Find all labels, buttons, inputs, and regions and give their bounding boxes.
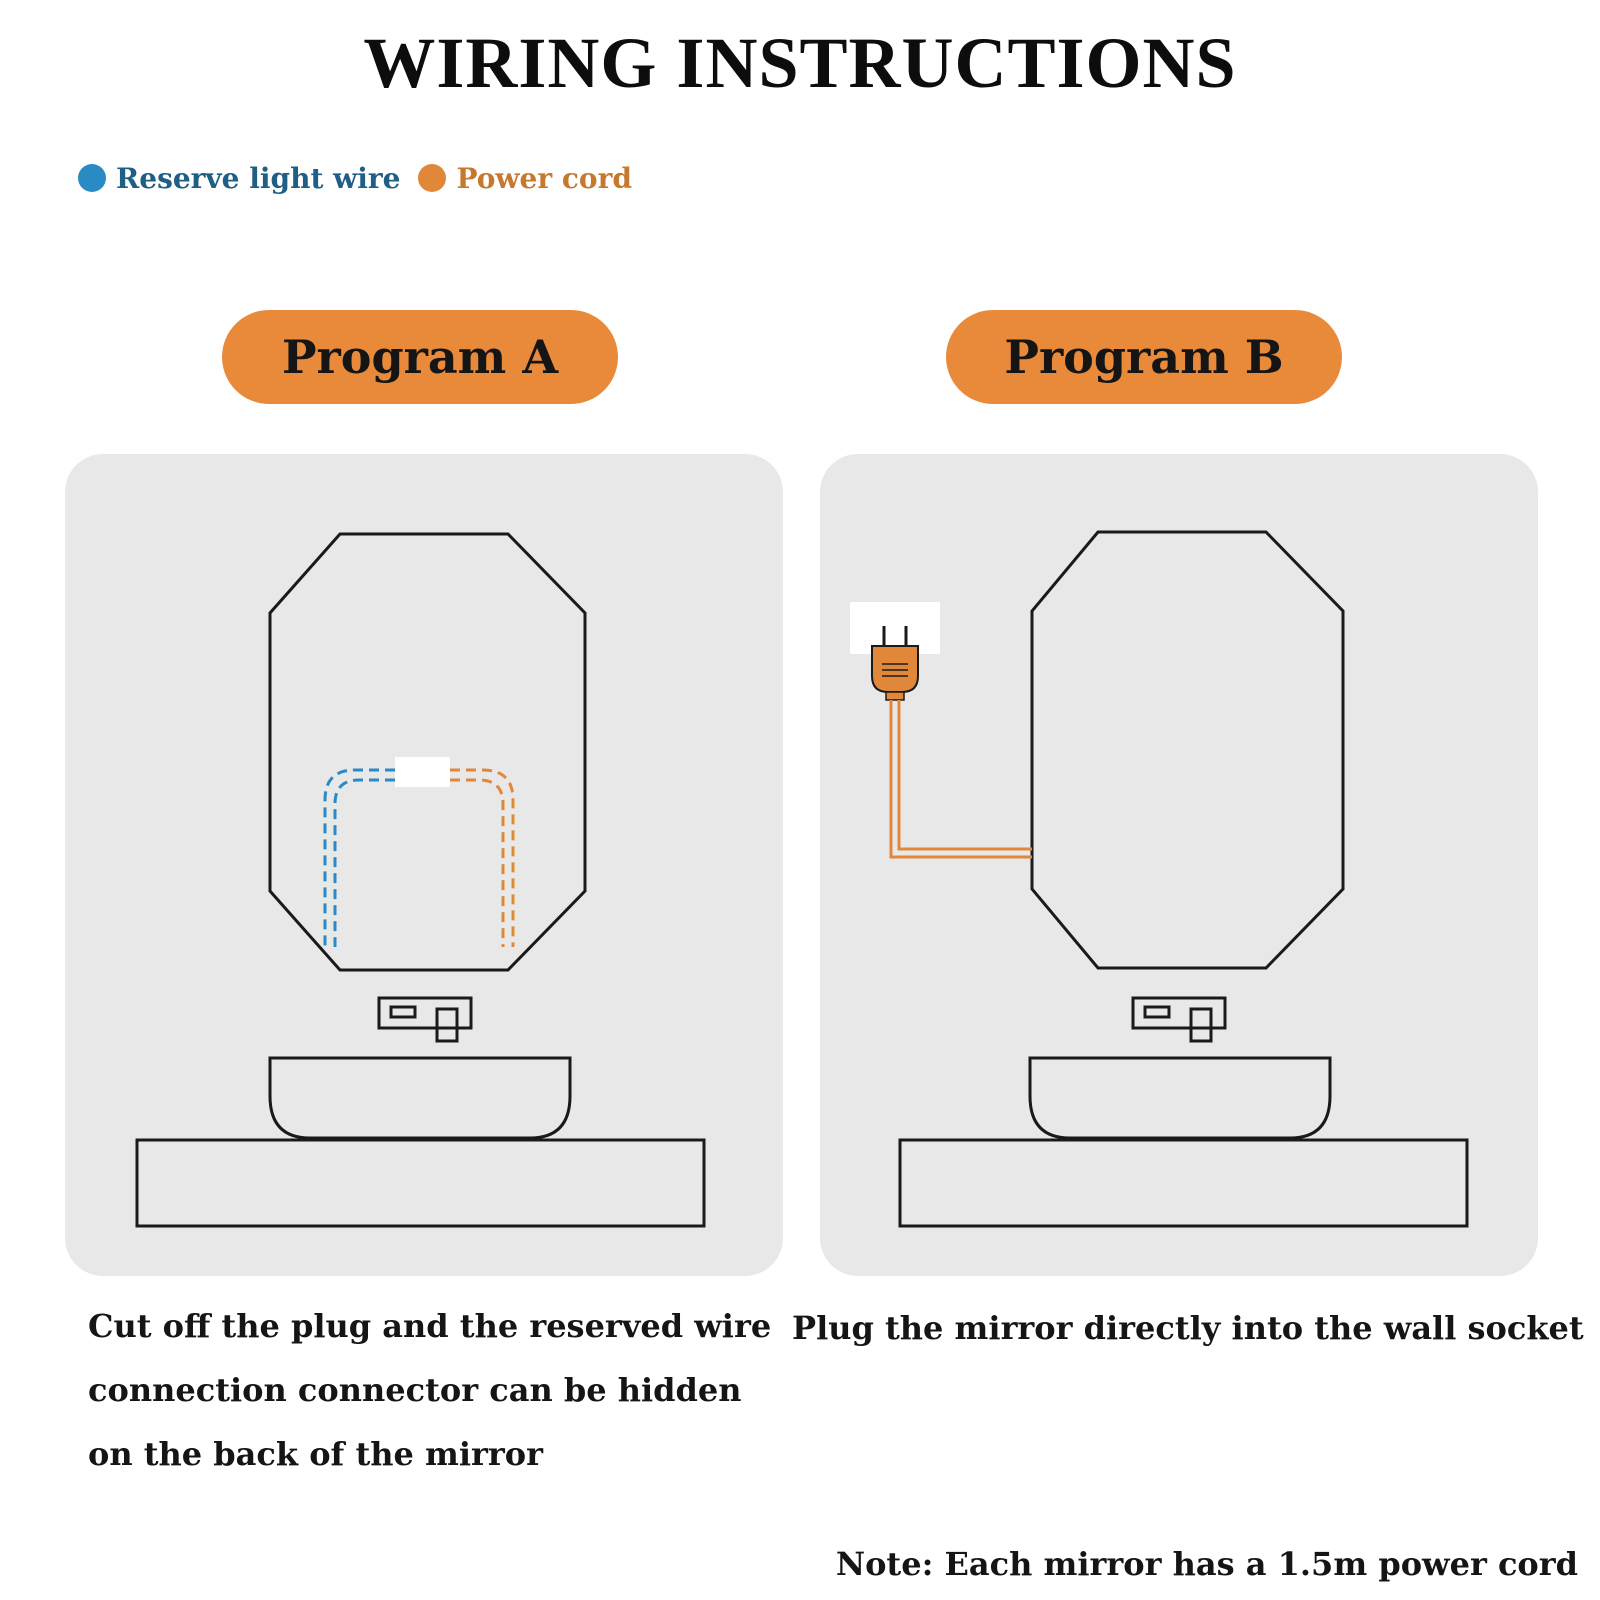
program-a-caption (88, 1294, 771, 1486)
program-b-illustration (820, 454, 1538, 1276)
legend-item-reserve-light-wire (78, 162, 400, 195)
program-b-badge: Program B (946, 310, 1342, 404)
faucet-icon (1133, 998, 1225, 1041)
power-cord-wire (891, 700, 1032, 857)
program-b-diagram (820, 454, 1538, 1276)
caption-line: connection connector can be hidden (88, 1371, 742, 1409)
page-title: WIRING INSTRUCTIONS (363, 23, 1237, 103)
caption-line: on the back of the mirror (88, 1435, 543, 1473)
blue-dot-icon (78, 164, 106, 192)
power-cord-wire (450, 770, 513, 947)
program-a-badge: Program A (222, 310, 618, 404)
program-a-illustration (65, 454, 783, 1276)
program-b-caption (792, 1296, 1584, 1360)
caption-line: Plug the mirror directly into the wall socket (792, 1309, 1584, 1347)
vanity-counter (900, 1140, 1467, 1226)
program-a-diagram (65, 454, 783, 1276)
caption-line: Cut off the plug and the reserved wire (88, 1307, 772, 1345)
faucet-icon (379, 998, 471, 1041)
legend (78, 160, 650, 196)
octagon-mirror (270, 534, 585, 970)
power-cord-note: Note: Each mirror has a 1.5m power cord (835, 1545, 1578, 1583)
legend-item-power-cord (418, 162, 631, 195)
octagon-mirror (1032, 532, 1343, 968)
reserve-light-wire (325, 770, 395, 947)
vanity-counter (137, 1140, 704, 1226)
basin (270, 1058, 570, 1138)
wire-connector (395, 757, 450, 787)
legend-label: Power cord (456, 161, 632, 195)
basin (1030, 1058, 1330, 1138)
legend-label: Reserve light wire (116, 161, 401, 195)
orange-dot-icon (418, 164, 446, 192)
